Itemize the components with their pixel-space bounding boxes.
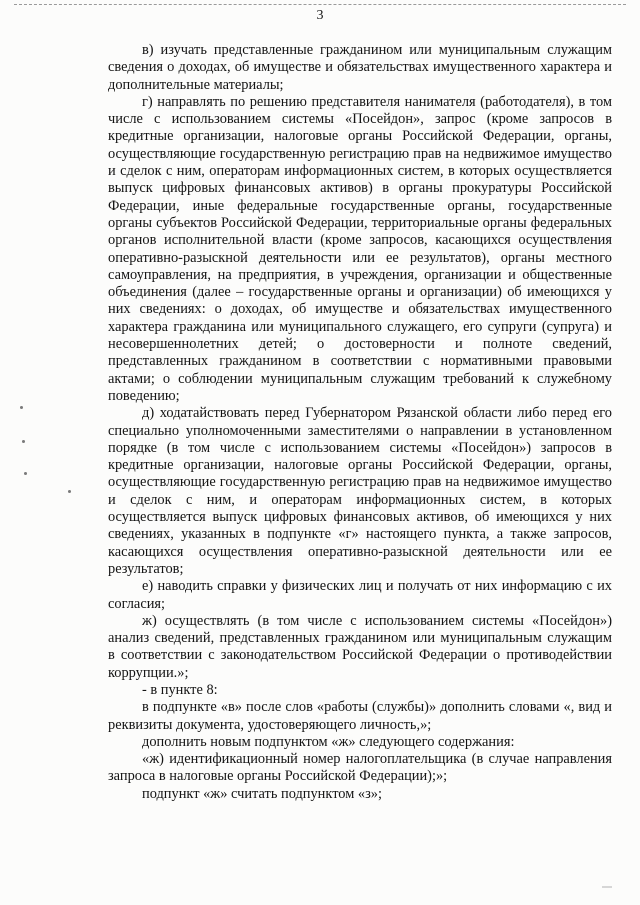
scan-speck xyxy=(24,472,27,475)
scan-speck xyxy=(68,490,71,493)
paragraph-add-subitem-zh: дополнить новым подпунктом «ж» следующего содержания: xyxy=(142,733,515,750)
paragraph-subitem-g: г) направлять по решению представителя нанимателя (работодателя), в том числе с использованием системы «Посейдон», запрос (кроме запросов в кредитные организации, налоговые органы Российской Федерации, органы, осуществляющие государственную регистрацию прав на недвижимое имущество и сделок с ним, операторам информационных систем, в которых осуществляется выпуск цифровых финансовых активов) в органы прокуратуры Российской Федерации, иные федеральные государственные органы, государственные органы субъектов Российской Федерации, территориальные органы федеральных органов исполнительной власти (кроме запросов, касающихся осуществления оперативно-разыскной деятельности или ее результатов), органы местного самоуправления, на предприятия, в учреждения, организации и общественные объединения (далее – государственные органы и организации) об имеющихся у них сведениях: о доходах, об имуществе и обязательствах имущественного характера гражданина или муниципального служащего, его супруги (супруга) и несовершеннолетних детей; о достоверности и полноте сведений, представленных гражданином в соответствии с нормативными правовыми актами; о соблюдении муниципальным служащим требований к служебному поведению; xyxy=(108,93,612,404)
paragraph-subitem-v-amendment: в подпункте «в» после слов «работы (службы)» дополнить словами «, вид и реквизиты документа, удостоверяющего личность,»; xyxy=(108,699,612,733)
paragraph-subitem-d: д) ходатайствовать перед Губернатором Рязанской области либо перед его специально уполномоченными заместителями о направлении в установленном порядке (в том числе с использованием системы «Посейдон») запросов в кредитные организации, налоговые органы Российской Федерации, органы, осуществляющие государственную регистрацию прав на недвижимое имущество и сделок с ним, и операторам информационных систем, в которых осуществляется выпуск цифровых финансовых активов, об имеющихся у них сведениях, указанных в подпункте «г» настоящего пункта, а также запросов, касающихся осуществления оперативно-разыскной деятельности или ее результатов; xyxy=(108,405,612,577)
paragraph-subitem-e: е) наводить справки у физических лиц и получать от них информацию с их согласия; xyxy=(108,578,612,612)
scan-speck xyxy=(20,406,23,409)
scan-speck xyxy=(22,440,25,443)
scan-smudge xyxy=(602,886,612,888)
document-body xyxy=(108,42,612,803)
paragraph-subitem-v: в) изучать представленные гражданином или муниципальным служащим сведения о доходах, об имуществе и обязательствах имущественного характера и дополнительные материалы; xyxy=(108,42,612,93)
paragraph-subitem-zh: ж) осуществлять (в том числе с использованием системы «Посейдон») анализ сведений, представленных гражданином или муниципальным служащим в соответствии с законодательством Российской Федерации о противодействии коррупции.»; xyxy=(108,612,612,681)
paragraph-new-subitem-zh: «ж) идентификационный номер налогоплательщика (в случае направления запроса в налоговые органы Российской Федерации);»; xyxy=(108,751,612,785)
paragraph-point-8: - в пункте 8: xyxy=(142,681,218,698)
top-edge-line xyxy=(14,4,626,5)
paragraph-renumber-subitem: подпункт «ж» считать подпунктом «з»; xyxy=(142,785,382,802)
page-number: 3 xyxy=(316,8,324,23)
